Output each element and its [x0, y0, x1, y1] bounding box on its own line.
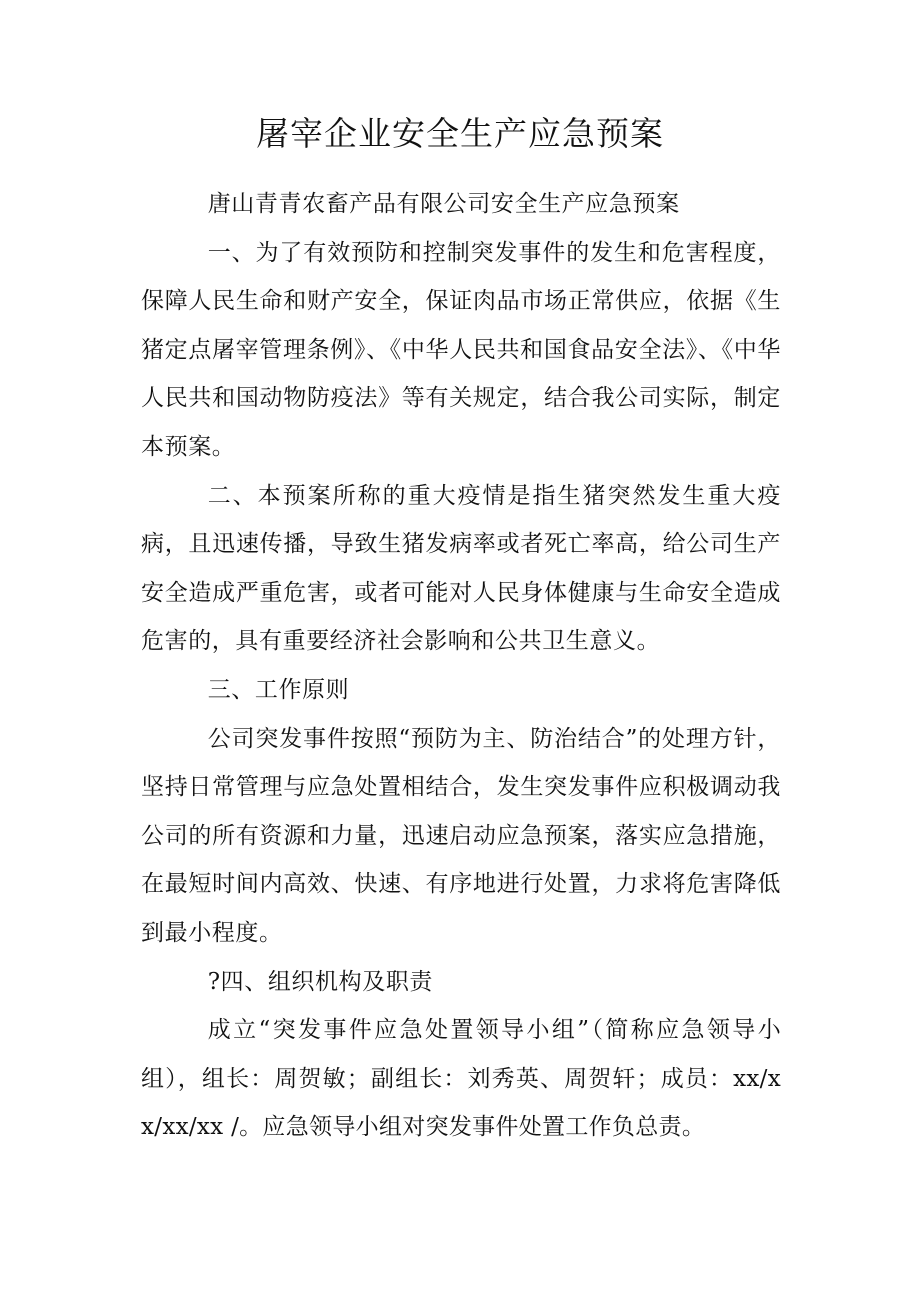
document-title: 屠宰企业安全生产应急预案 [256, 114, 664, 153]
paragraph-section-4-heading: ?四、组织机构及职责 [207, 968, 434, 995]
paragraph-company-heading: 唐山青青农畜产品有限公司安全生产应急预案 [207, 191, 680, 217]
paragraph-section-4-body: 成立“突发事件应急处置领导小组”（简称应急领导小组），组长：周贺敏；副组长：刘秀英、周贺轩；成员：xx/xx/xx/xx /。应急领导小组对突发事件处置工作负总责。 [141, 1017, 781, 1141]
document-body [141, 180, 781, 1152]
paragraph-section-3-body: 公司突发事件按照“预防为主、防治结合”的处理方针，坚持日常管理与应急处置相结合，发生突发事件应积极调动我公司的所有资源和力量，迅速启动应急预案，落实应急措施，在最短时间内高效、快速、有序地进行处置，力求将危害降低到最小程度。 [141, 725, 781, 946]
paragraph-section-3-heading: 三、工作原则 [207, 676, 350, 703]
paragraph-section-1: 一、为了有效预防和控制突发事件的发生和危害程度，保障人民生命和财产安全，保证肉品市场正常供应，依据《生猪定点屠宰管理条例》、《中华人民共和国食品安全法》、《中华人民共和国动物防疫法》等有关规定，结合我公司实际，制定本预案。 [141, 239, 781, 460]
paragraph-section-2: 二、本预案所称的重大疫情是指生猪突然发生重大疫病，且迅速传播，导致生猪发病率或者死亡率高，给公司生产安全造成严重危害，或者可能对人民身体健康与生命安全造成危害的，具有重要经济社会影响和公共卫生意义。 [141, 482, 781, 655]
